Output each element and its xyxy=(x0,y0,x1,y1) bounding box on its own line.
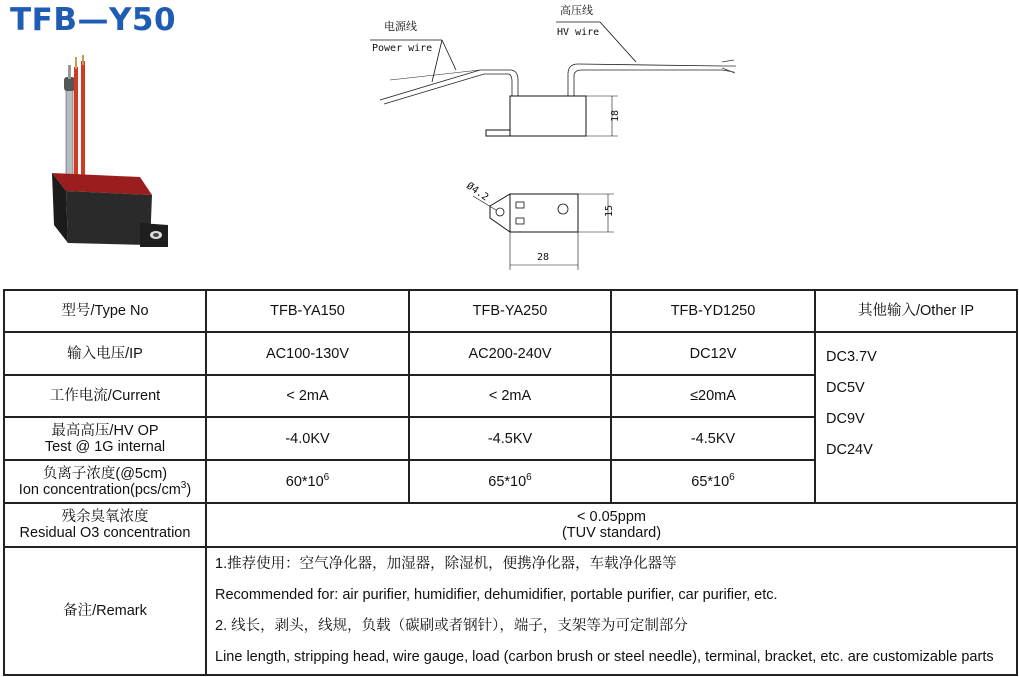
label-text: Ion concentration(pcs/cm xyxy=(18,481,181,498)
cell-value xyxy=(206,460,409,503)
power-wire-label-cn: 电源线 xyxy=(384,20,417,33)
table-row xyxy=(4,547,1017,675)
other-ip-item: DC24V xyxy=(826,442,873,458)
other-ip-item: DC9V xyxy=(826,411,865,427)
hv-wire-label-cn: 高压线 xyxy=(560,4,593,17)
label-line xyxy=(9,479,201,498)
power-wire-label-en: Power wire xyxy=(372,43,433,54)
table-header-row xyxy=(4,290,1017,332)
value-base: 65*10 xyxy=(691,473,730,490)
dim-width: 15 xyxy=(604,204,615,217)
label-line: 残余臭氧浓度 xyxy=(61,509,149,525)
row-label-remark: 备注/Remark xyxy=(4,547,206,675)
dim-height: 18 xyxy=(610,109,621,122)
cell-value xyxy=(409,460,611,503)
remark-line: Recommended for: air purifier, humidifier, dehumidifier, portable purifier, car purifier, etc. xyxy=(215,587,778,603)
row-label-hv-op xyxy=(4,417,206,460)
remark-line: Line length, stripping head, wire gauge, load (carbon brush or steel needle), terminal, bracket, etc. are customizable parts xyxy=(215,649,994,665)
row-label-ozone xyxy=(4,503,206,547)
row-label-current: 工作电流/Current xyxy=(4,375,206,417)
label-line: Residual O3 concentration xyxy=(19,525,191,541)
table-row xyxy=(4,503,1017,547)
cell-value: AC100-130V xyxy=(206,332,409,375)
exponent: 6 xyxy=(323,471,330,483)
label-line: 负离子浓度(@5cm) xyxy=(42,465,168,482)
exponent: 6 xyxy=(526,471,532,483)
header-model-2: TFB-YA250 xyxy=(409,290,611,332)
other-ip-item: DC3.7V xyxy=(826,349,877,365)
spec-table xyxy=(3,289,1018,676)
technical-drawing xyxy=(360,0,780,275)
cell-value: < 2mA xyxy=(206,375,409,417)
value-base: 60*10 xyxy=(285,473,324,490)
label-line: 最高高压/HV OP xyxy=(51,422,159,439)
cell-value: DC12V xyxy=(611,332,815,375)
remark-line: 2. 线长，剥头，线规，负载（碳刷或者钢针），端子，支架等为可定制部分 xyxy=(215,618,688,634)
ozone-value-cell xyxy=(206,503,1017,547)
row-label-input-voltage: 输入电压/IP xyxy=(4,332,206,375)
cell-value: AC200-240V xyxy=(409,332,611,375)
header-type-no: 型号/Type No xyxy=(4,290,206,332)
cell-value xyxy=(611,460,815,503)
cell-value: -4.0KV xyxy=(206,417,409,460)
label-line: Test @ 1G internal xyxy=(44,438,166,455)
exponent: 6 xyxy=(729,471,735,483)
value-line: < 0.05ppm xyxy=(577,509,646,525)
row-label-ion xyxy=(4,460,206,503)
label-text: ) xyxy=(186,481,192,498)
dim-hole: Ø4.2 xyxy=(464,180,491,204)
header-other-ip: 其他输入/Other IP xyxy=(815,290,1017,332)
header-model-3: TFB-YD1250 xyxy=(611,290,815,332)
header-model-1: TFB-YA150 xyxy=(206,290,409,332)
cell-value: -4.5KV xyxy=(611,417,815,460)
value-line: (TUV standard) xyxy=(561,525,662,541)
superscript: 3 xyxy=(180,479,187,491)
product-photo xyxy=(40,55,180,255)
remark-cell xyxy=(206,547,1017,675)
value-base: 65*10 xyxy=(488,473,527,490)
product-title: TFB—Y50 xyxy=(10,2,177,38)
other-ip-item: DC5V xyxy=(826,380,865,396)
cell-value: ≤20mA xyxy=(611,375,815,417)
other-ip-cell xyxy=(815,332,1017,503)
table-row xyxy=(4,332,1017,375)
cell-value: -4.5KV xyxy=(409,417,611,460)
dim-length: 28 xyxy=(537,252,550,263)
hv-wire-label-en: HV wire xyxy=(557,27,600,38)
remark-line: 1.推荐使用：空气净化器，加湿器，除湿机，便携净化器，车载净化器等 xyxy=(215,556,677,572)
cell-value: < 2mA xyxy=(409,375,611,417)
